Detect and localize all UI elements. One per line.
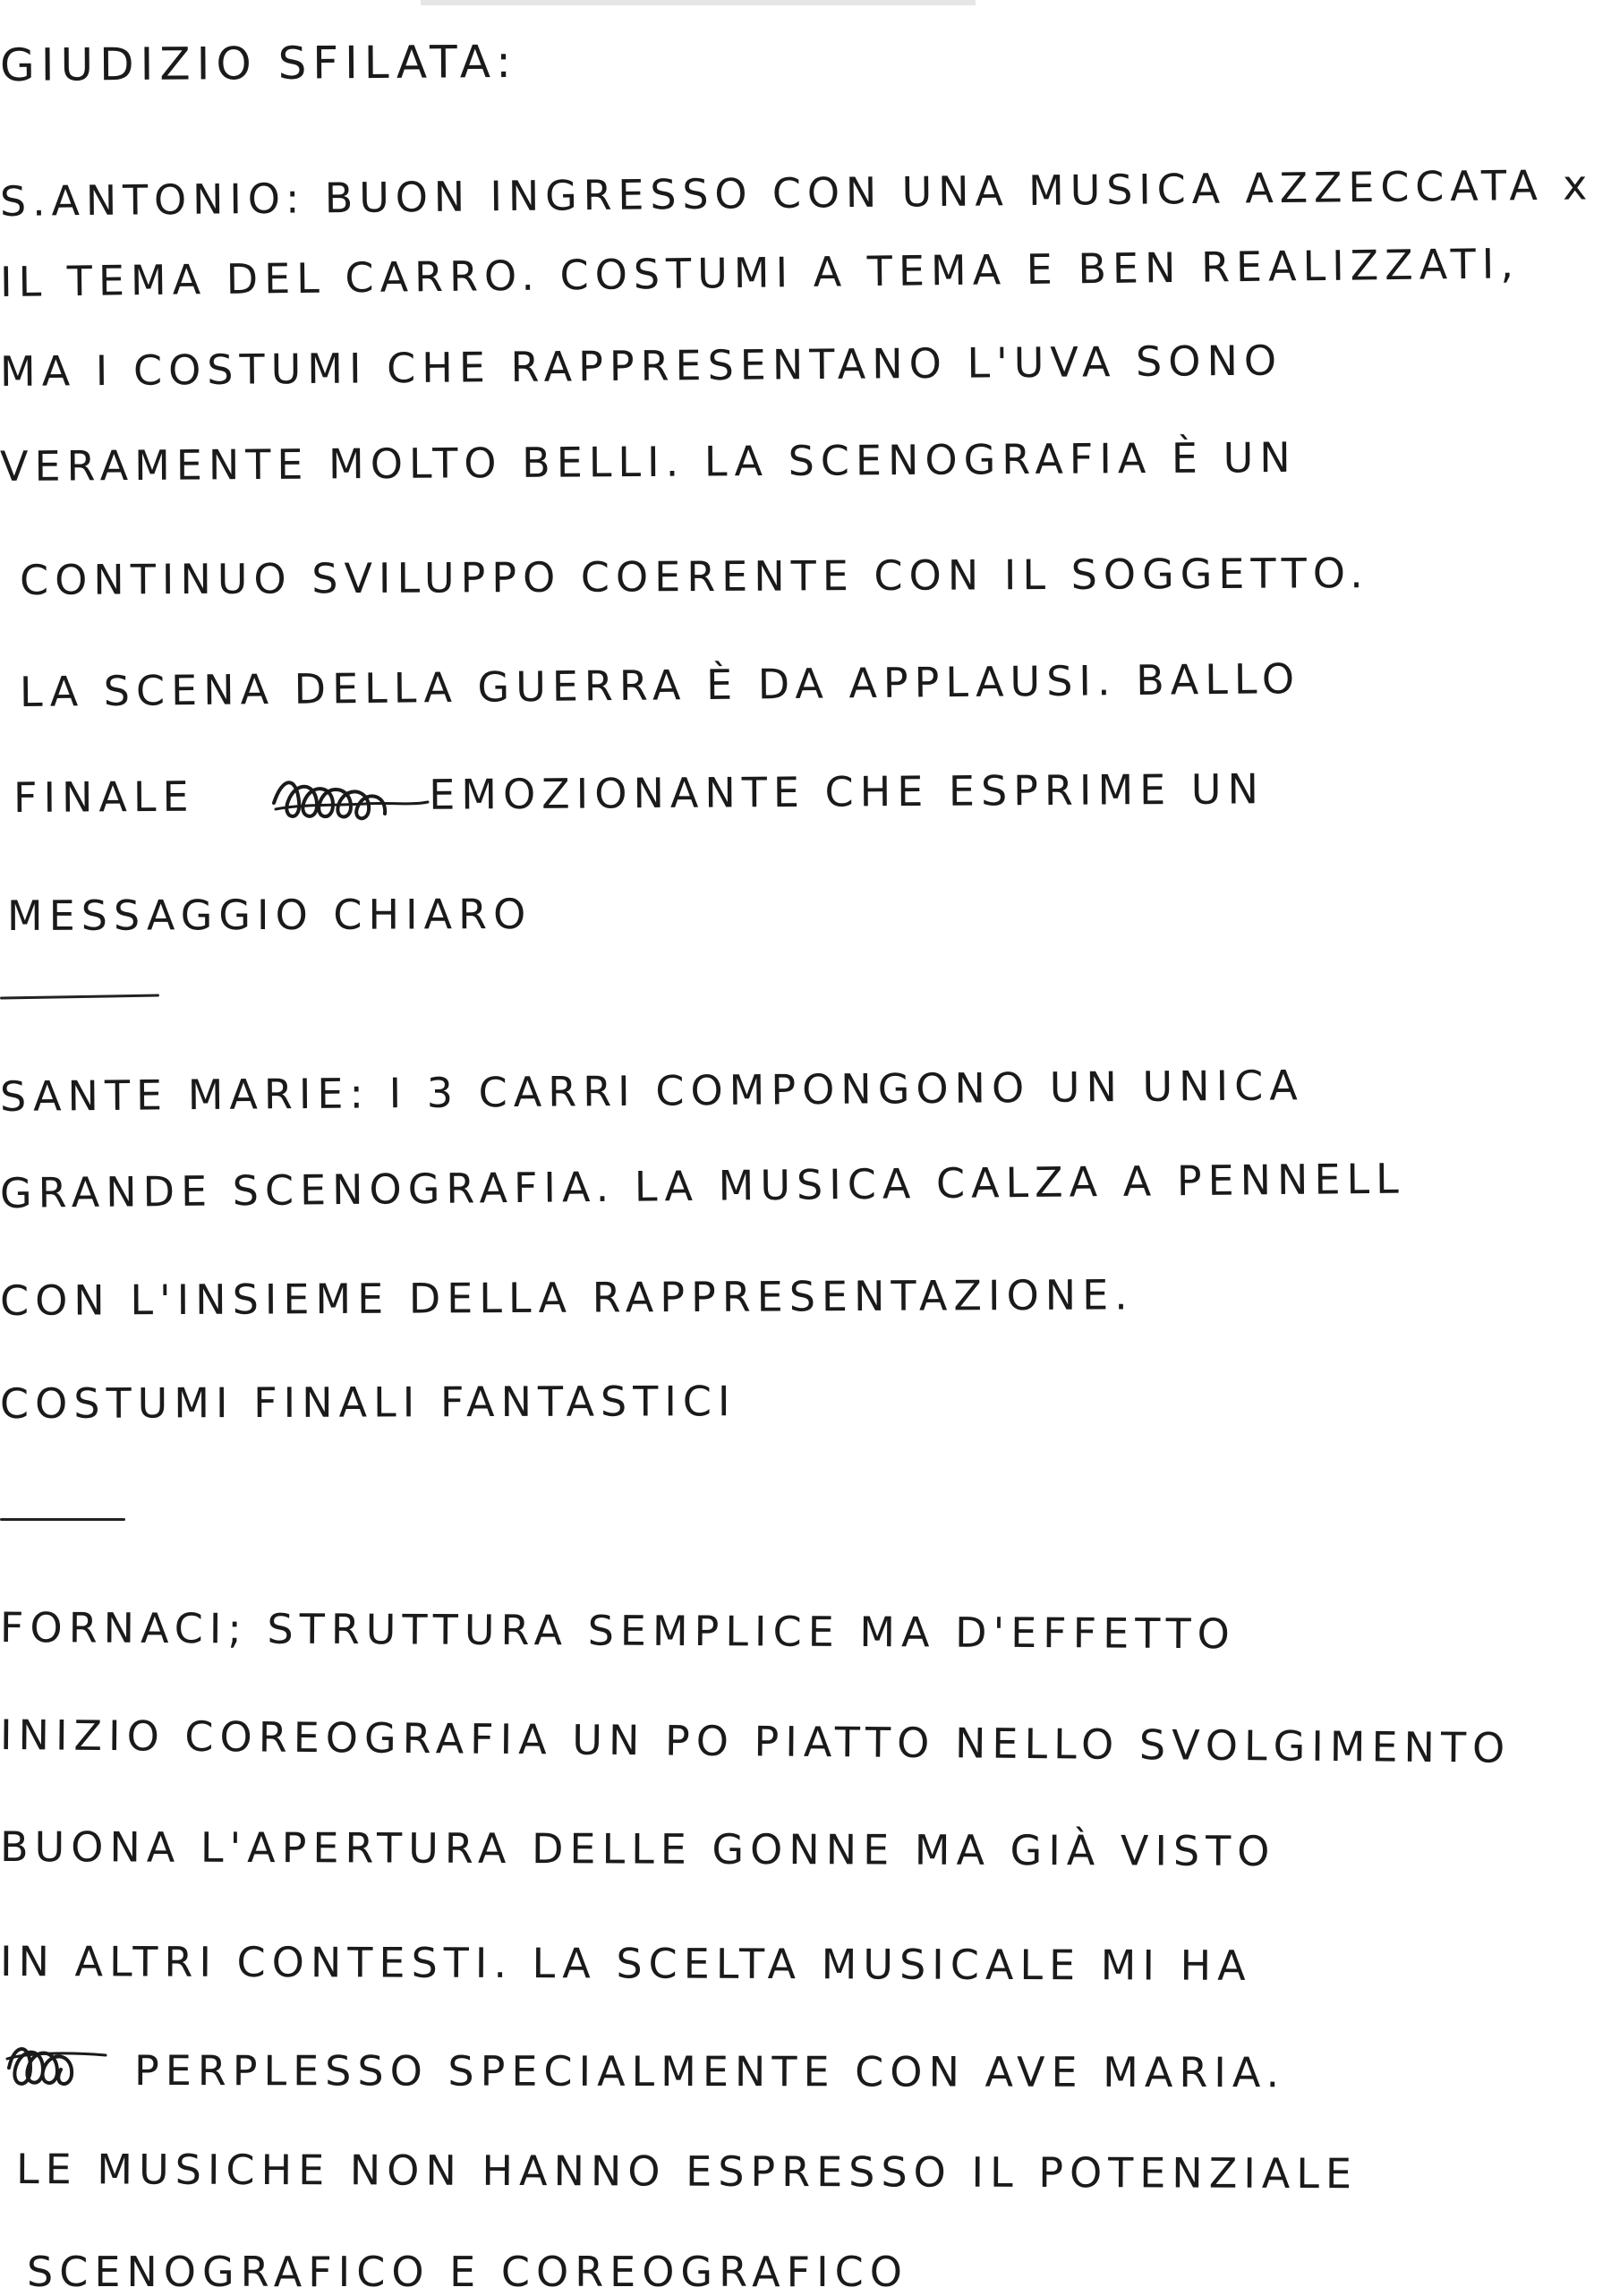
scribble-mark: [267, 772, 437, 825]
text-line: MA I COSTUMI CHE RAPPRESENTANO L'UVA SONO: [0, 336, 1283, 396]
text-line-with-scribble: [13, 764, 1266, 822]
text-line: BUONA L'APERTURA DELLE GONNE MA GIÀ VISTO: [0, 1822, 1276, 1875]
text-line: CON L'INSIEME DELLA RAPPRESENTAZIONE.: [0, 1270, 1134, 1325]
text-line: SANTE MARIE: I 3 CARRI COMPONGONO UN UNICA: [0, 1061, 1304, 1121]
text-line: VERAMENTE MOLTO BELLI. LA SCENOGRAFIA È UN: [0, 432, 1297, 491]
text-line: INIZIO COREOGRAFIA UN PO PIATTO NELLO SVOLGIMENTO: [0, 1711, 1512, 1772]
line-end: EMOZIONANTE CHE ESPRIME UN: [429, 764, 1266, 819]
text-line: CONTINUO SVILUPPO COERENTE CON IL SOGGETTO.: [19, 549, 1369, 604]
text-line: PERPLESSO SPECIALMENTE CON AVE MARIA.: [133, 2046, 1286, 2097]
text-line: MESSAGGIO CHIARO: [6, 889, 533, 940]
section-divider: [0, 1518, 125, 1521]
text-line: LE MUSICHE NON HANNO ESPRESSO IL POTENZIALE: [15, 2145, 1359, 2198]
text-line: COSTUMI FINALI FANTASTICI: [0, 1377, 737, 1428]
text-line: S.ANTONIO: BUON INGRESSO CON UNA MUSICA AZZECCATA x: [0, 160, 1594, 226]
text-line: FORNACI; STRUTTURA SEMPLICE MA D'EFFETTO: [0, 1603, 1236, 1659]
text-line: LA SCENA DELLA GUERRA È DA APPLAUSI. BALLO: [19, 654, 1301, 716]
scan-edge-mark: [421, 0, 976, 5]
section-divider: [0, 994, 159, 999]
text-line: IL TEMA DEL CARRO. COSTUMI A TEMA E BEN REALIZZATI,: [0, 239, 1521, 306]
text-line-cut-off: SCENOGRAFICO E COREOGRAFICO: [27, 2248, 908, 2296]
line-start: FINALE: [13, 772, 195, 822]
scribble-mark: [0, 2032, 116, 2095]
page-title: GIUDIZIO SFILATA:: [0, 35, 518, 91]
text-line: GRANDE SCENOGRAFIA. LA MUSICA CALZA A PENNELL: [0, 1154, 1406, 1217]
text-line: IN ALTRI CONTESTI. LA SCELTA MUSICALE MI HA: [0, 1937, 1252, 1990]
